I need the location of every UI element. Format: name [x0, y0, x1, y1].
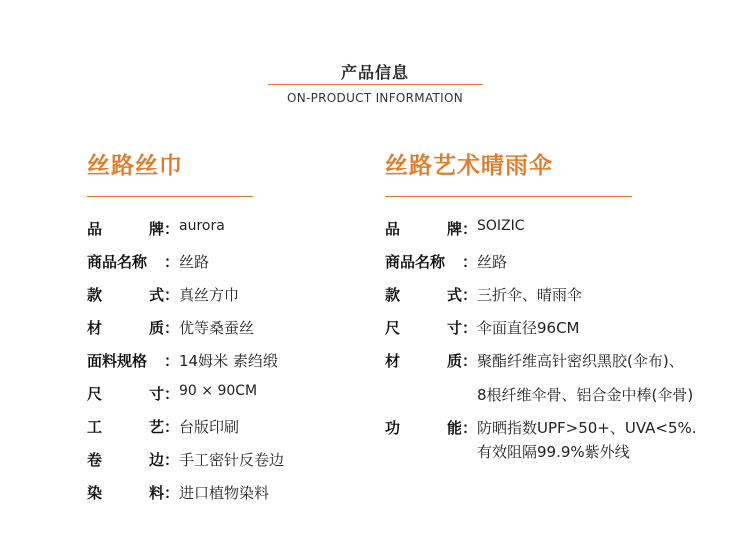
spec-label: 面料规格 ：	[87, 352, 179, 370]
spec-value: SOIZIC	[477, 218, 525, 234]
spec-row-style	[87, 284, 239, 305]
spec-label: 款 式：	[385, 286, 477, 304]
spec-label: 款 式：	[87, 286, 179, 304]
spec-value: 三折伞、晴雨伞	[477, 286, 583, 304]
umbrella-section-divider	[385, 196, 632, 197]
spec-label: 工 艺：	[87, 418, 179, 436]
spec-label: 卷 边：	[87, 451, 179, 469]
scarf-section-title: 丝路丝巾	[87, 153, 183, 179]
spec-row-material	[385, 350, 693, 405]
spec-value: 优等桑蚕丝	[179, 319, 255, 337]
umbrella-section-title: 丝路艺术晴雨伞	[385, 153, 553, 179]
spec-value: 台版印刷	[179, 418, 240, 436]
spec-value: 14姆米 素绉缎	[179, 352, 278, 370]
spec-label: 品 牌：	[87, 220, 179, 238]
spec-label: 尺 寸：	[385, 319, 477, 337]
spec-label: 商品名称 ：	[385, 253, 477, 271]
spec-value: 防晒指数UPF>50+、UVA<5%.	[477, 419, 697, 437]
spec-row-size	[87, 383, 257, 404]
spec-value: 丝路	[179, 253, 210, 271]
spec-row-style	[385, 284, 582, 305]
spec-value: 真丝方巾	[179, 286, 240, 304]
spec-label: 尺 寸：	[87, 385, 179, 403]
spec-value: 90 × 90CM	[179, 383, 258, 399]
spec-value-continued: 有效阻隔99.9%紫外线	[477, 443, 630, 461]
spec-row-brand	[385, 218, 525, 239]
spec-row-material	[87, 317, 254, 338]
spec-row-size	[385, 317, 580, 338]
spec-label: 材 质：	[385, 352, 477, 370]
spec-label: 染 料：	[87, 484, 179, 502]
spec-row-dye	[87, 482, 269, 503]
spec-value: 丝路	[477, 253, 508, 271]
spec-row-fabric-spec	[87, 350, 278, 371]
page-title: 产品信息	[340, 63, 409, 82]
spec-label: 品 牌：	[385, 220, 477, 238]
spec-row-product-name	[385, 251, 507, 272]
spec-label: 功 能：	[385, 419, 477, 437]
spec-value-continued: 8根纤维伞骨、铝合金中棒(伞骨)	[477, 386, 694, 404]
spec-label: 商品名称 ：	[87, 253, 179, 271]
spec-value: 手工密针反卷边	[179, 451, 285, 469]
title-divider	[268, 84, 483, 85]
spec-value: 伞面直径96CM	[477, 319, 580, 337]
spec-row-hem	[87, 449, 284, 470]
spec-row-product-name	[87, 251, 209, 272]
spec-row-craft	[87, 416, 239, 437]
scarf-section-divider	[87, 196, 253, 197]
scarf-info-section	[87, 150, 357, 502]
spec-label: 材 质：	[87, 319, 179, 337]
umbrella-info-section	[385, 150, 745, 461]
spec-value: aurora	[179, 218, 225, 234]
spec-value: 聚酯纤维高针密织黑胶(伞布)、	[477, 352, 684, 370]
spec-value: 进口植物染料	[179, 484, 270, 502]
spec-row-brand	[87, 218, 225, 239]
spec-row-function	[385, 417, 697, 462]
page-subtitle: ON-PRODUCT INFORMATION	[286, 91, 464, 105]
